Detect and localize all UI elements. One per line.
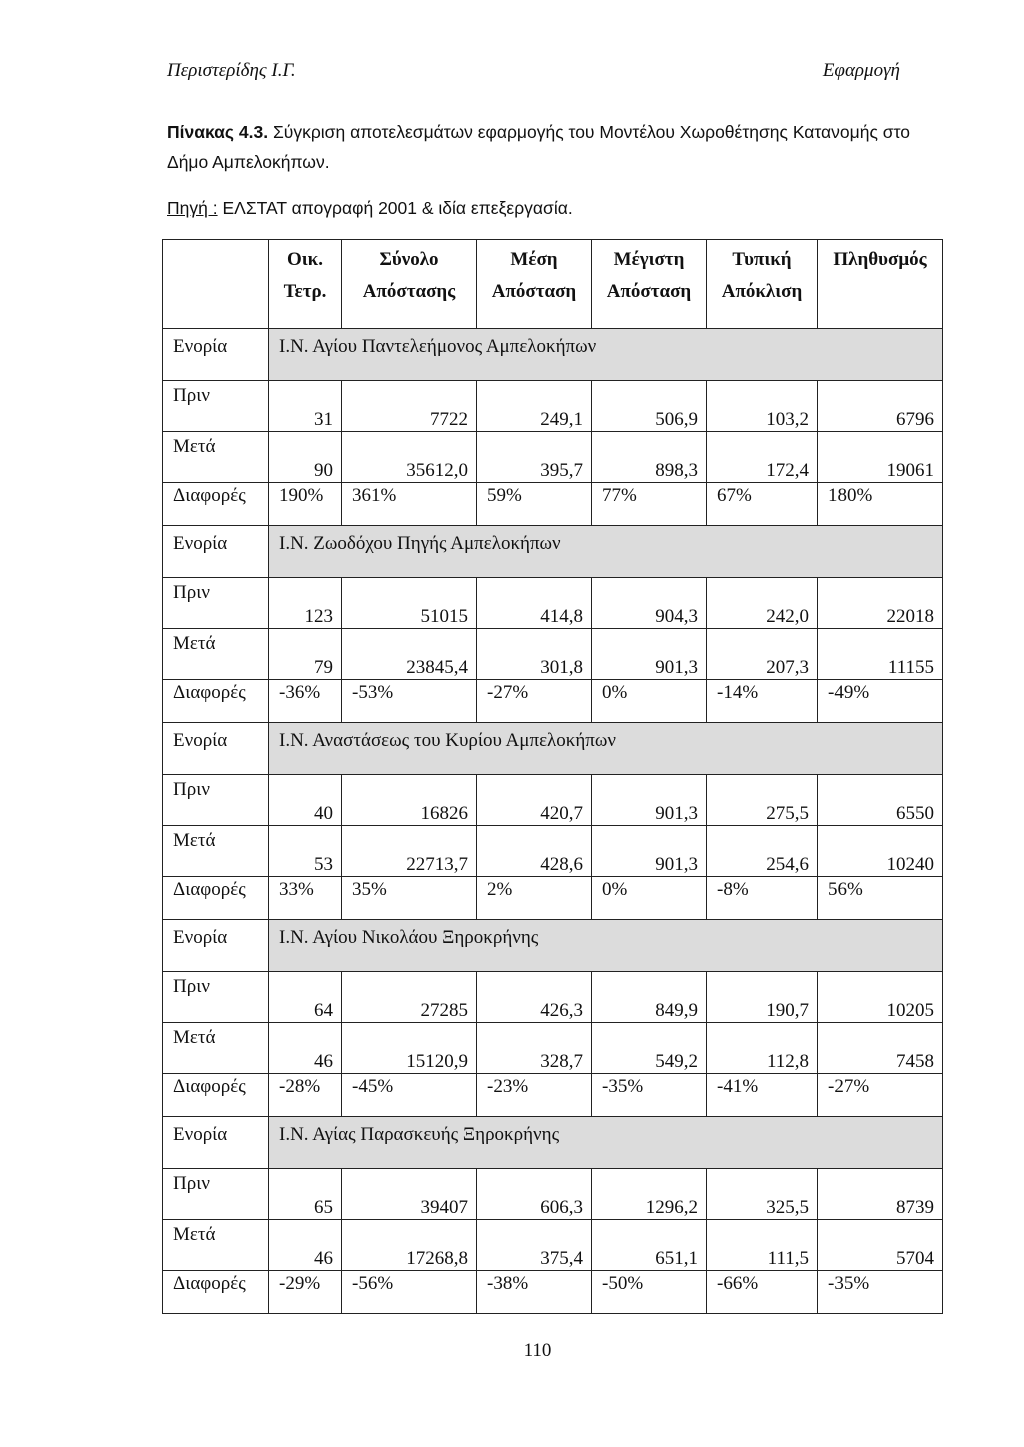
parish-label: Ενορία xyxy=(163,329,269,381)
value-cell: 301,8 xyxy=(477,629,592,680)
difference-label: Διαφορές xyxy=(163,483,269,526)
difference-row xyxy=(163,680,943,723)
source-label: Πηγή : xyxy=(167,198,218,218)
value-cell: 5704 xyxy=(818,1220,943,1271)
percent-cell: -8% xyxy=(707,877,818,920)
before-label: Πριν xyxy=(163,578,269,629)
parish-name: Ι.Ν. Ζωοδόχου Πηγής Αμπελοκήπων xyxy=(269,526,943,578)
caption-text: Σύγκριση αποτελεσμάτων εφαρμογής του Μοντέλου Χωροθέτησης Κατανομής στο Δήμο Αμπελοκήπων. xyxy=(167,122,910,172)
percent-cell: 0% xyxy=(592,680,707,723)
percent-cell: -56% xyxy=(342,1271,477,1314)
parish-row xyxy=(163,329,943,381)
percent-cell: -38% xyxy=(477,1271,592,1314)
value-cell: 112,8 xyxy=(707,1023,818,1074)
column-header: Μέση Απόσταση xyxy=(477,240,592,329)
value-cell: 849,9 xyxy=(592,972,707,1023)
value-cell: 606,3 xyxy=(477,1169,592,1220)
percent-cell: -23% xyxy=(477,1074,592,1117)
value-cell: 10240 xyxy=(818,826,943,877)
percent-cell: -45% xyxy=(342,1074,477,1117)
column-header: Μέγιστη Απόσταση xyxy=(592,240,707,329)
table-caption xyxy=(167,117,927,177)
running-head-author: Περιστερίδης Ι.Γ. xyxy=(167,60,296,81)
parish-label: Ενορία xyxy=(163,526,269,578)
source-text: ΕΛΣΤΑΤ απογραφή 2001 & ιδία επεξεργασία. xyxy=(222,198,573,218)
percent-cell: -66% xyxy=(707,1271,818,1314)
percent-cell: 180% xyxy=(818,483,943,526)
value-cell: 11155 xyxy=(818,629,943,680)
table-header-row xyxy=(163,240,943,329)
difference-row xyxy=(163,1074,943,1117)
parish-label: Ενορία xyxy=(163,920,269,972)
before-row xyxy=(163,1169,943,1220)
comparison-table xyxy=(162,239,943,1314)
after-label: Μετά xyxy=(163,432,269,483)
percent-cell: -27% xyxy=(818,1074,943,1117)
column-header: Πληθυσμός xyxy=(818,240,943,329)
value-cell: 420,7 xyxy=(477,775,592,826)
value-cell: 207,3 xyxy=(707,629,818,680)
percent-cell: 361% xyxy=(342,483,477,526)
value-cell: 40 xyxy=(269,775,342,826)
value-cell: 172,4 xyxy=(707,432,818,483)
value-cell: 22018 xyxy=(818,578,943,629)
difference-label: Διαφορές xyxy=(163,1271,269,1314)
caption-label: Πίνακας 4.3. xyxy=(167,122,269,142)
difference-row xyxy=(163,1271,943,1314)
value-cell: 375,4 xyxy=(477,1220,592,1271)
value-cell: 6796 xyxy=(818,381,943,432)
value-cell: 64 xyxy=(269,972,342,1023)
value-cell: 898,3 xyxy=(592,432,707,483)
value-cell: 7458 xyxy=(818,1023,943,1074)
percent-cell: -50% xyxy=(592,1271,707,1314)
percent-cell: -53% xyxy=(342,680,477,723)
before-row xyxy=(163,578,943,629)
value-cell: 23845,4 xyxy=(342,629,477,680)
value-cell: 10205 xyxy=(818,972,943,1023)
difference-label: Διαφορές xyxy=(163,680,269,723)
value-cell: 46 xyxy=(269,1220,342,1271)
value-cell: 901,3 xyxy=(592,629,707,680)
percent-cell: 2% xyxy=(477,877,592,920)
value-cell: 90 xyxy=(269,432,342,483)
value-cell: 123 xyxy=(269,578,342,629)
percent-cell: -14% xyxy=(707,680,818,723)
value-cell: 901,3 xyxy=(592,775,707,826)
percent-cell: -49% xyxy=(818,680,943,723)
value-cell: 426,3 xyxy=(477,972,592,1023)
value-cell: 31 xyxy=(269,381,342,432)
after-row xyxy=(163,432,943,483)
value-cell: 328,7 xyxy=(477,1023,592,1074)
percent-cell: 67% xyxy=(707,483,818,526)
before-row xyxy=(163,775,943,826)
value-cell: 414,8 xyxy=(477,578,592,629)
value-cell: 249,1 xyxy=(477,381,592,432)
value-cell: 35612,0 xyxy=(342,432,477,483)
value-cell: 22713,7 xyxy=(342,826,477,877)
value-cell: 46 xyxy=(269,1023,342,1074)
difference-label: Διαφορές xyxy=(163,877,269,920)
value-cell: 39407 xyxy=(342,1169,477,1220)
parish-name: Ι.Ν. Αγίας Παρασκευής Ξηροκρήνης xyxy=(269,1117,943,1169)
value-cell: 103,2 xyxy=(707,381,818,432)
percent-cell: -35% xyxy=(818,1271,943,1314)
value-cell: 254,6 xyxy=(707,826,818,877)
after-row xyxy=(163,629,943,680)
value-cell: 111,5 xyxy=(707,1220,818,1271)
parish-name: Ι.Ν. Αγίου Παντελεήμονος Αμπελοκήπων xyxy=(269,329,943,381)
value-cell: 904,3 xyxy=(592,578,707,629)
page-number: 110 xyxy=(523,1340,552,1361)
percent-cell: 190% xyxy=(269,483,342,526)
value-cell: 901,3 xyxy=(592,826,707,877)
parish-label: Ενορία xyxy=(163,723,269,775)
value-cell: 325,5 xyxy=(707,1169,818,1220)
parish-row xyxy=(163,920,943,972)
after-label: Μετά xyxy=(163,1220,269,1271)
value-cell: 79 xyxy=(269,629,342,680)
value-cell: 7722 xyxy=(342,381,477,432)
percent-cell: -36% xyxy=(269,680,342,723)
before-label: Πριν xyxy=(163,775,269,826)
before-row xyxy=(163,972,943,1023)
table-source xyxy=(167,198,573,219)
before-label: Πριν xyxy=(163,972,269,1023)
percent-cell: 59% xyxy=(477,483,592,526)
value-cell: 242,0 xyxy=(707,578,818,629)
value-cell: 651,1 xyxy=(592,1220,707,1271)
value-cell: 1296,2 xyxy=(592,1169,707,1220)
header-corner-cell xyxy=(163,240,269,329)
after-row xyxy=(163,1023,943,1074)
value-cell: 16826 xyxy=(342,775,477,826)
parish-row xyxy=(163,1117,943,1169)
value-cell: 19061 xyxy=(818,432,943,483)
column-header: Σύνολο Απόστασης xyxy=(342,240,477,329)
value-cell: 6550 xyxy=(818,775,943,826)
percent-cell: -29% xyxy=(269,1271,342,1314)
value-cell: 549,2 xyxy=(592,1023,707,1074)
value-cell: 275,5 xyxy=(707,775,818,826)
value-cell: 8739 xyxy=(818,1169,943,1220)
column-header: Οικ. Τετρ. xyxy=(269,240,342,329)
percent-cell: 56% xyxy=(818,877,943,920)
value-cell: 15120,9 xyxy=(342,1023,477,1074)
table-body xyxy=(163,329,943,1314)
parish-row xyxy=(163,526,943,578)
value-cell: 51015 xyxy=(342,578,477,629)
percent-cell: 0% xyxy=(592,877,707,920)
difference-row xyxy=(163,483,943,526)
parish-name: Ι.Ν. Αγίου Νικολάου Ξηροκρήνης xyxy=(269,920,943,972)
value-cell: 506,9 xyxy=(592,381,707,432)
difference-label: Διαφορές xyxy=(163,1074,269,1117)
parish-row xyxy=(163,723,943,775)
value-cell: 27285 xyxy=(342,972,477,1023)
before-row xyxy=(163,381,943,432)
before-label: Πριν xyxy=(163,381,269,432)
percent-cell: 33% xyxy=(269,877,342,920)
difference-row xyxy=(163,877,943,920)
column-header: Τυπική Απόκλιση xyxy=(707,240,818,329)
before-label: Πριν xyxy=(163,1169,269,1220)
percent-cell: 35% xyxy=(342,877,477,920)
percent-cell: -41% xyxy=(707,1074,818,1117)
parish-name: Ι.Ν. Αναστάσεως του Κυρίου Αμπελοκήπων xyxy=(269,723,943,775)
value-cell: 395,7 xyxy=(477,432,592,483)
value-cell: 65 xyxy=(269,1169,342,1220)
value-cell: 428,6 xyxy=(477,826,592,877)
after-row xyxy=(163,1220,943,1271)
running-head-section: Εφαρμογή xyxy=(822,60,900,81)
percent-cell: 77% xyxy=(592,483,707,526)
parish-label: Ενορία xyxy=(163,1117,269,1169)
percent-cell: -35% xyxy=(592,1074,707,1117)
after-label: Μετά xyxy=(163,826,269,877)
after-row xyxy=(163,826,943,877)
value-cell: 53 xyxy=(269,826,342,877)
value-cell: 190,7 xyxy=(707,972,818,1023)
percent-cell: -28% xyxy=(269,1074,342,1117)
after-label: Μετά xyxy=(163,629,269,680)
after-label: Μετά xyxy=(163,1023,269,1074)
value-cell: 17268,8 xyxy=(342,1220,477,1271)
percent-cell: -27% xyxy=(477,680,592,723)
